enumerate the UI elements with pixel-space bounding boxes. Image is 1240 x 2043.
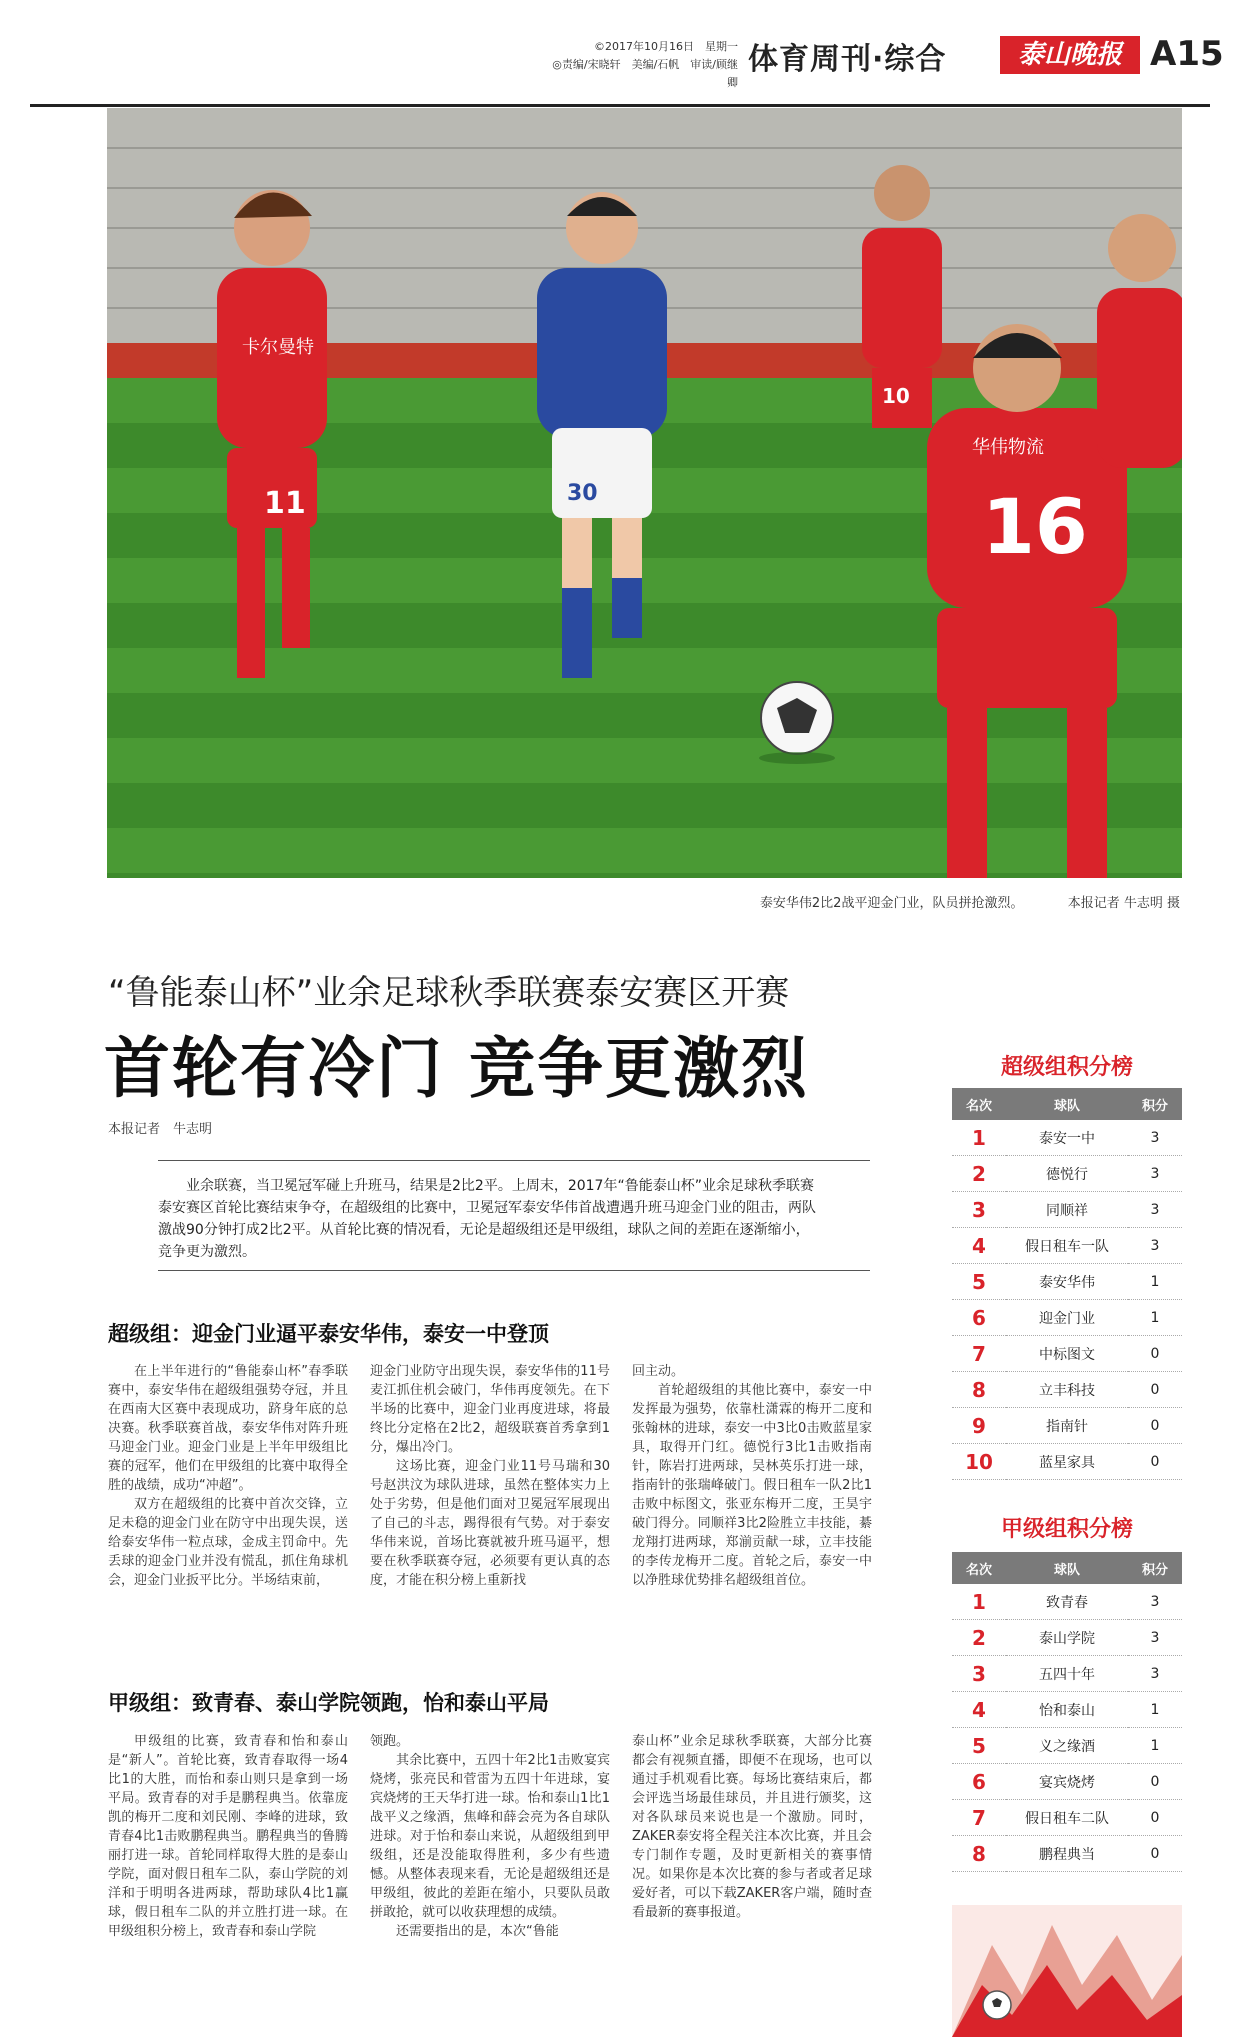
points-cell: 3 [1128, 1192, 1182, 1228]
shirt-sponsor-left: 卡尔曼特 [242, 337, 314, 358]
rank-cell: 8 [952, 1372, 1006, 1408]
rank-cell: 1 [952, 1120, 1006, 1156]
points-cell: 3 [1128, 1120, 1182, 1156]
rank-cell: 4 [952, 1228, 1006, 1264]
rank-cell: 8 [952, 1836, 1006, 1872]
points-cell: 0 [1128, 1764, 1182, 1800]
rank-cell: 3 [952, 1192, 1006, 1228]
table-row [952, 1620, 1182, 1656]
header-team: 球队 [1006, 1088, 1128, 1120]
table-row [952, 1156, 1182, 1192]
lead-bottom-rule [158, 1270, 870, 1271]
paragraph: 迎金门业防守出现失误，泰安华伟的11号麦江抓住机会破门，华伟再度领先。在下半场的比赛中，迎金门业再度进球，将最终比分定格在2比2，超级联赛首秀拿到1分，爆出冷门。 [370, 1364, 610, 1455]
date-line: ©2017年10月16日 星期一 [594, 40, 738, 53]
paragraph: 还需要指出的是，本次“鲁能 [396, 1924, 559, 1939]
section-jia-col-3 [632, 1732, 872, 1922]
team-cell: 德悦行 [1006, 1156, 1128, 1192]
points-cell: 3 [1128, 1620, 1182, 1656]
section-jia-title: 甲级组：致青春、泰山学院领跑，怡和泰山平局 [108, 1691, 549, 1715]
super-standings-table [952, 1088, 1182, 1480]
newspaper-logo: 泰山晚报 [1000, 36, 1140, 74]
photo-caption-text: 泰安华伟2比2战平迎金门业，队员拼抢激烈。 [759, 896, 1024, 911]
shirt-sponsor-right: 华伟物流 [972, 437, 1044, 458]
rank-cell: 4 [952, 1692, 1006, 1728]
team-cell: 宴宾烧烤 [1006, 1764, 1128, 1800]
rank-cell: 9 [952, 1408, 1006, 1444]
points-cell: 1 [1128, 1692, 1182, 1728]
points-cell: 3 [1128, 1656, 1182, 1692]
paragraph: 在上半年进行的“鲁能泰山杯”春季联赛中，泰安华伟在超级组强势夺冠，并且在西南大区赛中表现成功，跻身年底的总决赛。秋季联赛首战，泰安华伟对阵升班马迎金门业。迎金门业是上半年甲级组比赛的冠军，他们在甲级组的比赛中取得全胜的战绩，成功“冲超”。 [108, 1364, 348, 1493]
rank-cell: 5 [952, 1264, 1006, 1300]
team-cell: 鹏程典当 [1006, 1836, 1128, 1872]
section-jia-col-2 [370, 1732, 610, 1941]
points-cell: 0 [1128, 1444, 1182, 1480]
jersey-number-11: 11 [264, 486, 306, 521]
table-row [952, 1692, 1182, 1728]
photo-credit: 本报记者 牛志明 摄 [1067, 896, 1180, 911]
rank-cell: 5 [952, 1728, 1006, 1764]
table-row [952, 1408, 1182, 1444]
lead-top-rule [158, 1160, 870, 1161]
team-cell: 五四十年 [1006, 1656, 1128, 1692]
rank-cell: 7 [952, 1800, 1006, 1836]
rank-cell: 2 [952, 1620, 1006, 1656]
table-row [952, 1728, 1182, 1764]
section-super-col-1 [108, 1362, 348, 1590]
team-cell: 义之缘酒 [1006, 1728, 1128, 1764]
page-number: A15 [1150, 34, 1224, 74]
rank-cell: 1 [952, 1584, 1006, 1620]
jia-standings-table [952, 1552, 1182, 1872]
team-cell: 迎金门业 [1006, 1300, 1128, 1336]
header-rank: 名次 [952, 1552, 1006, 1584]
table-row [952, 1764, 1182, 1800]
team-cell: 怡和泰山 [1006, 1692, 1128, 1728]
paragraph: 这场比赛，迎金门业11号马瑞和30号赵洪汶为球队进球，虽然在整体实力上处于劣势，但是他们面对卫冕冠军展现出了自己的斗志，踢得很有气势。对于泰安华伟来说，首场比赛就被升班马逼平，想要在秋季联赛夺冠，必须要有更认真的态度，才能在积分榜上重新找 [370, 1459, 610, 1588]
lead-paragraph: 业余联赛，当卫冕冠军碰上升班马，结果是2比2平。上周末，2017年“鲁能泰山杯”业余足球秋季联赛泰安赛区首轮比赛结束争夺，在超级组的比赛中，卫冕冠军泰安华伟首战遭遇升班马迎金门业的阻击，两队激战90分钟打成2比2平。从首轮比赛的情况看，无论是超级组还是甲级组，球队之间的差距在逐渐缩小，竞争更为激烈。 [158, 1178, 816, 1260]
match-photo-illustration [107, 108, 1182, 878]
masthead-meta [548, 38, 738, 92]
rank-cell: 3 [952, 1656, 1006, 1692]
rank-cell: 7 [952, 1336, 1006, 1372]
points-cell: 1 [1128, 1728, 1182, 1764]
rank-cell: 2 [952, 1156, 1006, 1192]
jersey-number-30: 30 [567, 481, 598, 506]
section-jia-col-1 [108, 1732, 348, 1941]
section-super-col-2 [370, 1362, 610, 1590]
masthead-rule [30, 104, 1210, 107]
table-row [952, 1300, 1182, 1336]
points-cell: 1 [1128, 1300, 1182, 1336]
paragraph: 双方在超级组的比赛中首次交锋，立足未稳的迎金门业在防守中出现失误，送给泰安华伟一粒点球，金成主罚命中。先丢球的迎金门业并没有慌乱，抓住角球机会，迎金门业扳平比分。半场结束前， [108, 1497, 348, 1588]
team-cell: 致青春 [1006, 1584, 1128, 1620]
points-cell: 3 [1128, 1228, 1182, 1264]
team-cell: 泰山学院 [1006, 1620, 1128, 1656]
paragraph: 甲级组的比赛，致青春和怡和泰山是“新人”。首轮比赛，致青春取得一场4比1的大胜，而怡和泰山则只是拿到一场平局。致青春的对手是鹏程典当。依靠庞凯的梅开二度和刘民刚、李峰的进球，致青春4比1击败鹏程典当。鹏程典当的鲁腾丽打进一球。首轮同样取得大胜的是泰山学院，面对假日租车二队，泰山学院的刘洋和于明明各进两球，帮助球队4比1赢球，假日租车二队的并立胜打进一球。在甲级组积分榜上，致青春和泰山学院 [108, 1734, 348, 1939]
points-cell: 0 [1128, 1800, 1182, 1836]
points-cell: 3 [1128, 1584, 1182, 1620]
match-photo [107, 108, 1182, 878]
team-cell: 同顺祥 [1006, 1192, 1128, 1228]
table-row [952, 1120, 1182, 1156]
super-table-title: 超级组积分榜 [1000, 1055, 1133, 1080]
team-cell: 泰安一中 [1006, 1120, 1128, 1156]
paragraph: 领跑。 [370, 1734, 410, 1749]
paragraph: 首轮超级组的其他比赛中，泰安一中发挥最为强势，依靠杜潇霖的梅开二度和张翰林的进球，泰安一中3比0击败蓝星家具，取得开门红。德悦行3比1击败指南针，陈岩打进两球，吴林英乐打进一球，指南针的张瑞峰破门。假日租车一队2比1击败中标图文，张亚东梅开二度，王昊宇破门得分。同顺祥3比2险胜立丰技能，綦龙翔打进两球，郑湔贡献一球，立丰技能的李传龙梅开二度。首轮之后，泰安一中以净胜球优势排名超级组首位。 [632, 1383, 872, 1588]
team-cell: 中标图文 [1006, 1336, 1128, 1372]
header-points: 积分 [1128, 1088, 1182, 1120]
table-row [952, 1656, 1182, 1692]
points-cell: 0 [1128, 1836, 1182, 1872]
jersey-number-10: 10 [882, 384, 910, 408]
decorative-football-graphic [952, 1905, 1182, 2037]
team-cell: 泰安华伟 [1006, 1264, 1128, 1300]
byline: 本报记者 牛志明 [108, 1122, 213, 1137]
section-title: 体育周刊·综合 [748, 42, 947, 77]
points-cell: 0 [1128, 1372, 1182, 1408]
jia-table-title: 甲级组积分榜 [1000, 1517, 1133, 1542]
table-row [952, 1800, 1182, 1836]
points-cell: 3 [1128, 1156, 1182, 1192]
points-cell: 1 [1128, 1264, 1182, 1300]
points-cell: 0 [1128, 1336, 1182, 1372]
jersey-number-16: 16 [982, 482, 1088, 571]
rank-cell: 10 [952, 1444, 1006, 1480]
team-cell: 指南针 [1006, 1408, 1128, 1444]
kicker-headline: “鲁能泰山杯”业余足球秋季联赛泰安赛区开赛 [108, 973, 790, 1013]
table-row [952, 1264, 1182, 1300]
rank-cell: 6 [952, 1764, 1006, 1800]
paragraph: 回主动。 [632, 1364, 685, 1379]
team-cell: 立丰科技 [1006, 1372, 1128, 1408]
table-row [952, 1192, 1182, 1228]
team-cell: 假日租车二队 [1006, 1800, 1128, 1836]
table-row [952, 1444, 1182, 1480]
table-row [952, 1228, 1182, 1264]
header-team: 球队 [1006, 1552, 1128, 1584]
editors-line: ◎责编/宋晓轩 美编/石帆 审读/顾继卿 [552, 58, 738, 89]
photo-caption [700, 892, 1180, 911]
points-cell: 0 [1128, 1408, 1182, 1444]
header-rank: 名次 [952, 1088, 1006, 1120]
paragraph: 泰山杯”业余足球秋季联赛，大部分比赛都会有视频直播，即便不在现场，也可以通过手机观看比赛。每场比赛结束后，都会评选当场最佳球员，并且进行颁奖，这对各队球员来说也是一个激励。同时，ZAKER泰安将全程关注本次比赛，并且会专门制作专题，及时更新相关的赛事情况。如果你是本次比赛的参与者或者足球爱好者，可以下载ZAKER客户端，随时查看最新的赛事报道。 [632, 1734, 872, 1920]
table-header-row [952, 1088, 1182, 1120]
section-super-title: 超级组：迎金门业逼平泰安华伟，泰安一中登顶 [108, 1322, 549, 1346]
table-row [952, 1336, 1182, 1372]
team-cell: 蓝星家具 [1006, 1444, 1128, 1480]
table-header-row [952, 1552, 1182, 1584]
table-row [952, 1836, 1182, 1872]
section-super-col-3 [632, 1362, 872, 1590]
table-row [952, 1584, 1182, 1620]
header-points: 积分 [1128, 1552, 1182, 1584]
paragraph: 其余比赛中，五四十年2比1击败宴宾烧烤，张亮民和菅雷为五四十年进球，宴宾烧烤的王天华打进一球。怡和泰山1比1战平义之缘酒，焦峰和薛会亮为各自球队进球。对于怡和泰山来说，从超级组到甲级组，还是没能取得胜利，多少有些遗憾。从整体表现来看，无论是超级组还是甲级组，彼此的差距在缩小，只要队员敢拼敢抢，就可以收获理想的成绩。 [370, 1753, 610, 1920]
main-headline: 首轮有冷门 竞争更激烈 [104, 1030, 809, 1107]
rank-cell: 6 [952, 1300, 1006, 1336]
table-row [952, 1372, 1182, 1408]
team-cell: 假日租车一队 [1006, 1228, 1128, 1264]
